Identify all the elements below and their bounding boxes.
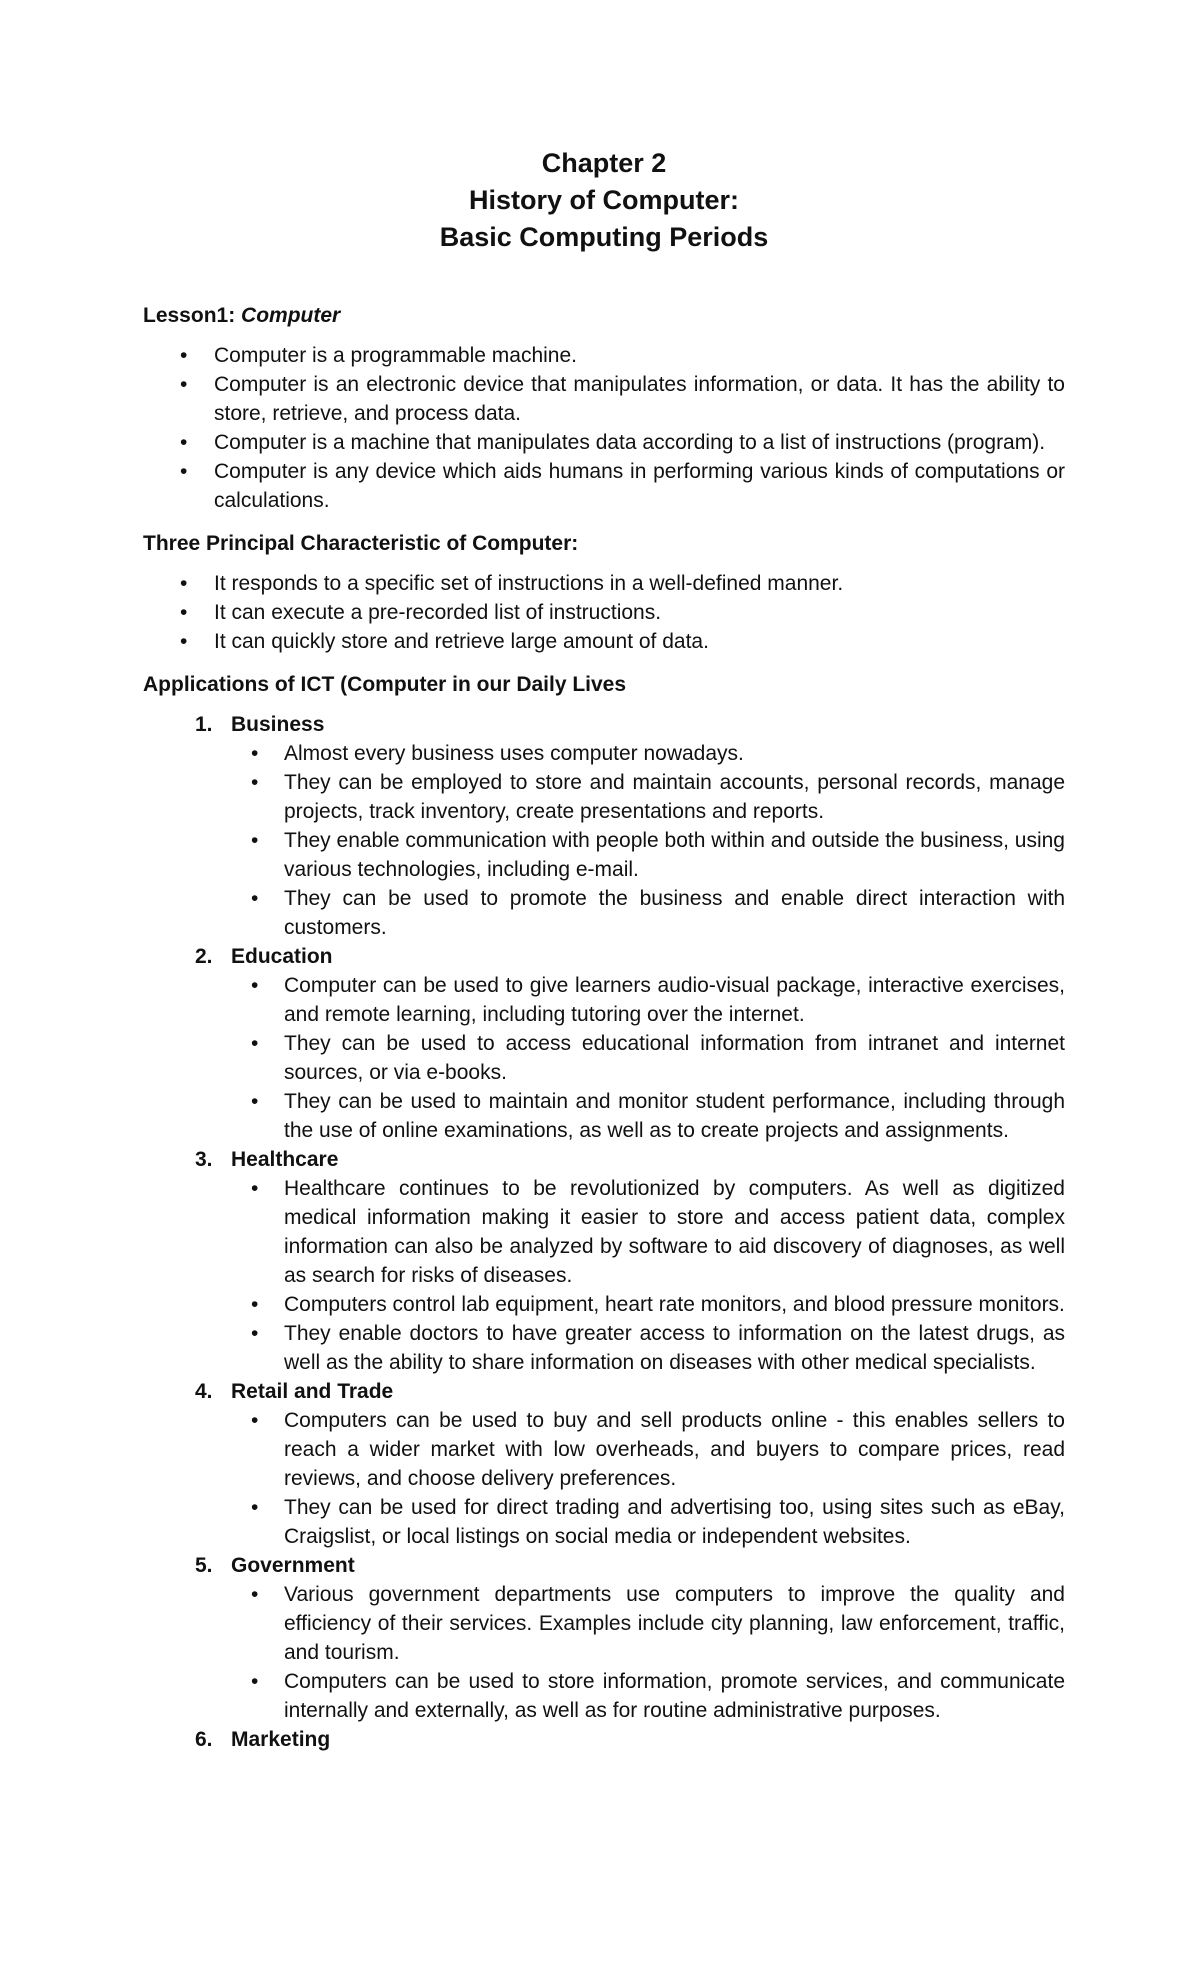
application-section-retail <box>143 1377 1065 1551</box>
list-item: • Computer can be used to give learners audio-visual package, interactive exercises, and remote learning, including tutoring over the internet. <box>231 971 1065 1029</box>
section-bullets <box>231 1406 1065 1551</box>
list-item: • Almost every business uses computer nowadays. <box>231 739 1065 768</box>
list-item: • They can be used to promote the business and enable direct interaction with customers. <box>231 884 1065 942</box>
application-section-healthcare <box>143 1145 1065 1377</box>
application-section-government <box>143 1551 1065 1725</box>
list-item: • Computer is a programmable machine. <box>143 341 1065 370</box>
chapter-subtitle: Basic Computing Periods <box>439 222 769 252</box>
lesson-name: Computer <box>241 304 341 327</box>
section-number: 6. <box>195 1728 213 1751</box>
lesson-definition-list <box>143 341 1065 515</box>
list-item: • They can be used for direct trading and advertising too, using sites such as eBay, Craigslist, or local listings on social media or independent websites. <box>231 1493 1065 1551</box>
chapter-title: History of Computer: <box>469 185 739 215</box>
section-number: 3. <box>195 1148 213 1171</box>
section-title: Healthcare <box>231 1148 339 1171</box>
section-bullets <box>231 971 1065 1145</box>
section-number: 1. <box>195 713 213 736</box>
chapter-number: Chapter 2 <box>541 148 667 178</box>
lesson-prefix: Lesson1: <box>143 304 242 327</box>
list-item: • Computers control lab equipment, heart rate monitors, and blood pressure monitors. <box>231 1290 1065 1319</box>
list-item: • Computer is any device which aids humans in performing various kinds of computations or calculations. <box>143 457 1065 515</box>
list-item: • Computer is a machine that manipulates data according to a list of instructions (program). <box>143 428 1065 457</box>
section-number: 4. <box>195 1380 213 1403</box>
list-item: • Computer is an electronic device that manipulates information, or data. It has the ability to store, retrieve, and process data. <box>143 370 1065 428</box>
lesson-heading <box>143 301 1065 330</box>
list-item: • Various government departments use computers to improve the quality and efficiency of their services. Examples include city planning, law enforcement, traffic, and tourism. <box>231 1580 1065 1667</box>
characteristics-list <box>143 569 1065 656</box>
applications-list <box>143 710 1065 1754</box>
section-title: Retail and Trade <box>231 1380 394 1403</box>
list-item: • They can be used to maintain and monitor student performance, including through the use of online examinations, as well as to create projects and assignments. <box>231 1087 1065 1145</box>
section-title: Marketing <box>231 1728 331 1751</box>
section-bullets <box>231 1580 1065 1725</box>
list-item: • It can quickly store and retrieve large amount of data. <box>143 627 1065 656</box>
list-item: • They can be employed to store and maintain accounts, personal records, manage projects, track inventory, create presentations and reports. <box>231 768 1065 826</box>
section-title: Business <box>231 713 325 736</box>
list-item: • They can be used to access educational information from intranet and internet sources, or via e-books. <box>231 1029 1065 1087</box>
section-bullets <box>231 739 1065 942</box>
section-number: 5. <box>195 1554 213 1577</box>
section-title: Government <box>231 1554 355 1577</box>
list-item: • They enable communication with people both within and outside the business, using various technologies, including e-mail. <box>231 826 1065 884</box>
list-item: • It can execute a pre-recorded list of instructions. <box>143 598 1065 627</box>
application-section-marketing <box>143 1725 1065 1754</box>
section-title: Education <box>231 945 333 968</box>
section-bullets <box>231 1174 1065 1377</box>
list-item: • Computers can be used to buy and sell products online - this enables sellers to reach a wider market with low overheads, and buyers to compare prices, read reviews, and choose delivery preferences. <box>231 1406 1065 1493</box>
list-item: • They enable doctors to have greater access to information on the latest drugs, as well as the ability to share information on diseases with other medical specialists. <box>231 1319 1065 1377</box>
section-number: 2. <box>195 945 213 968</box>
application-section-education <box>143 942 1065 1145</box>
list-item: • Computers can be used to store information, promote services, and communicate internally and externally, as well as for routine administrative purposes. <box>231 1667 1065 1725</box>
application-section-business <box>143 710 1065 942</box>
applications-heading: Applications of ICT (Computer in our Daily Lives <box>143 673 627 696</box>
chapter-title-block <box>143 145 1065 256</box>
characteristics-heading: Three Principal Characteristic of Computer: <box>143 532 579 555</box>
list-item: • Healthcare continues to be revolutionized by computers. As well as digitized medical information making it easier to store and access patient data, complex information can also be analyzed by software to aid discovery of diagnoses, as well as search for risks of diseases. <box>231 1174 1065 1290</box>
list-item: • It responds to a specific set of instructions in a well-defined manner. <box>143 569 1065 598</box>
